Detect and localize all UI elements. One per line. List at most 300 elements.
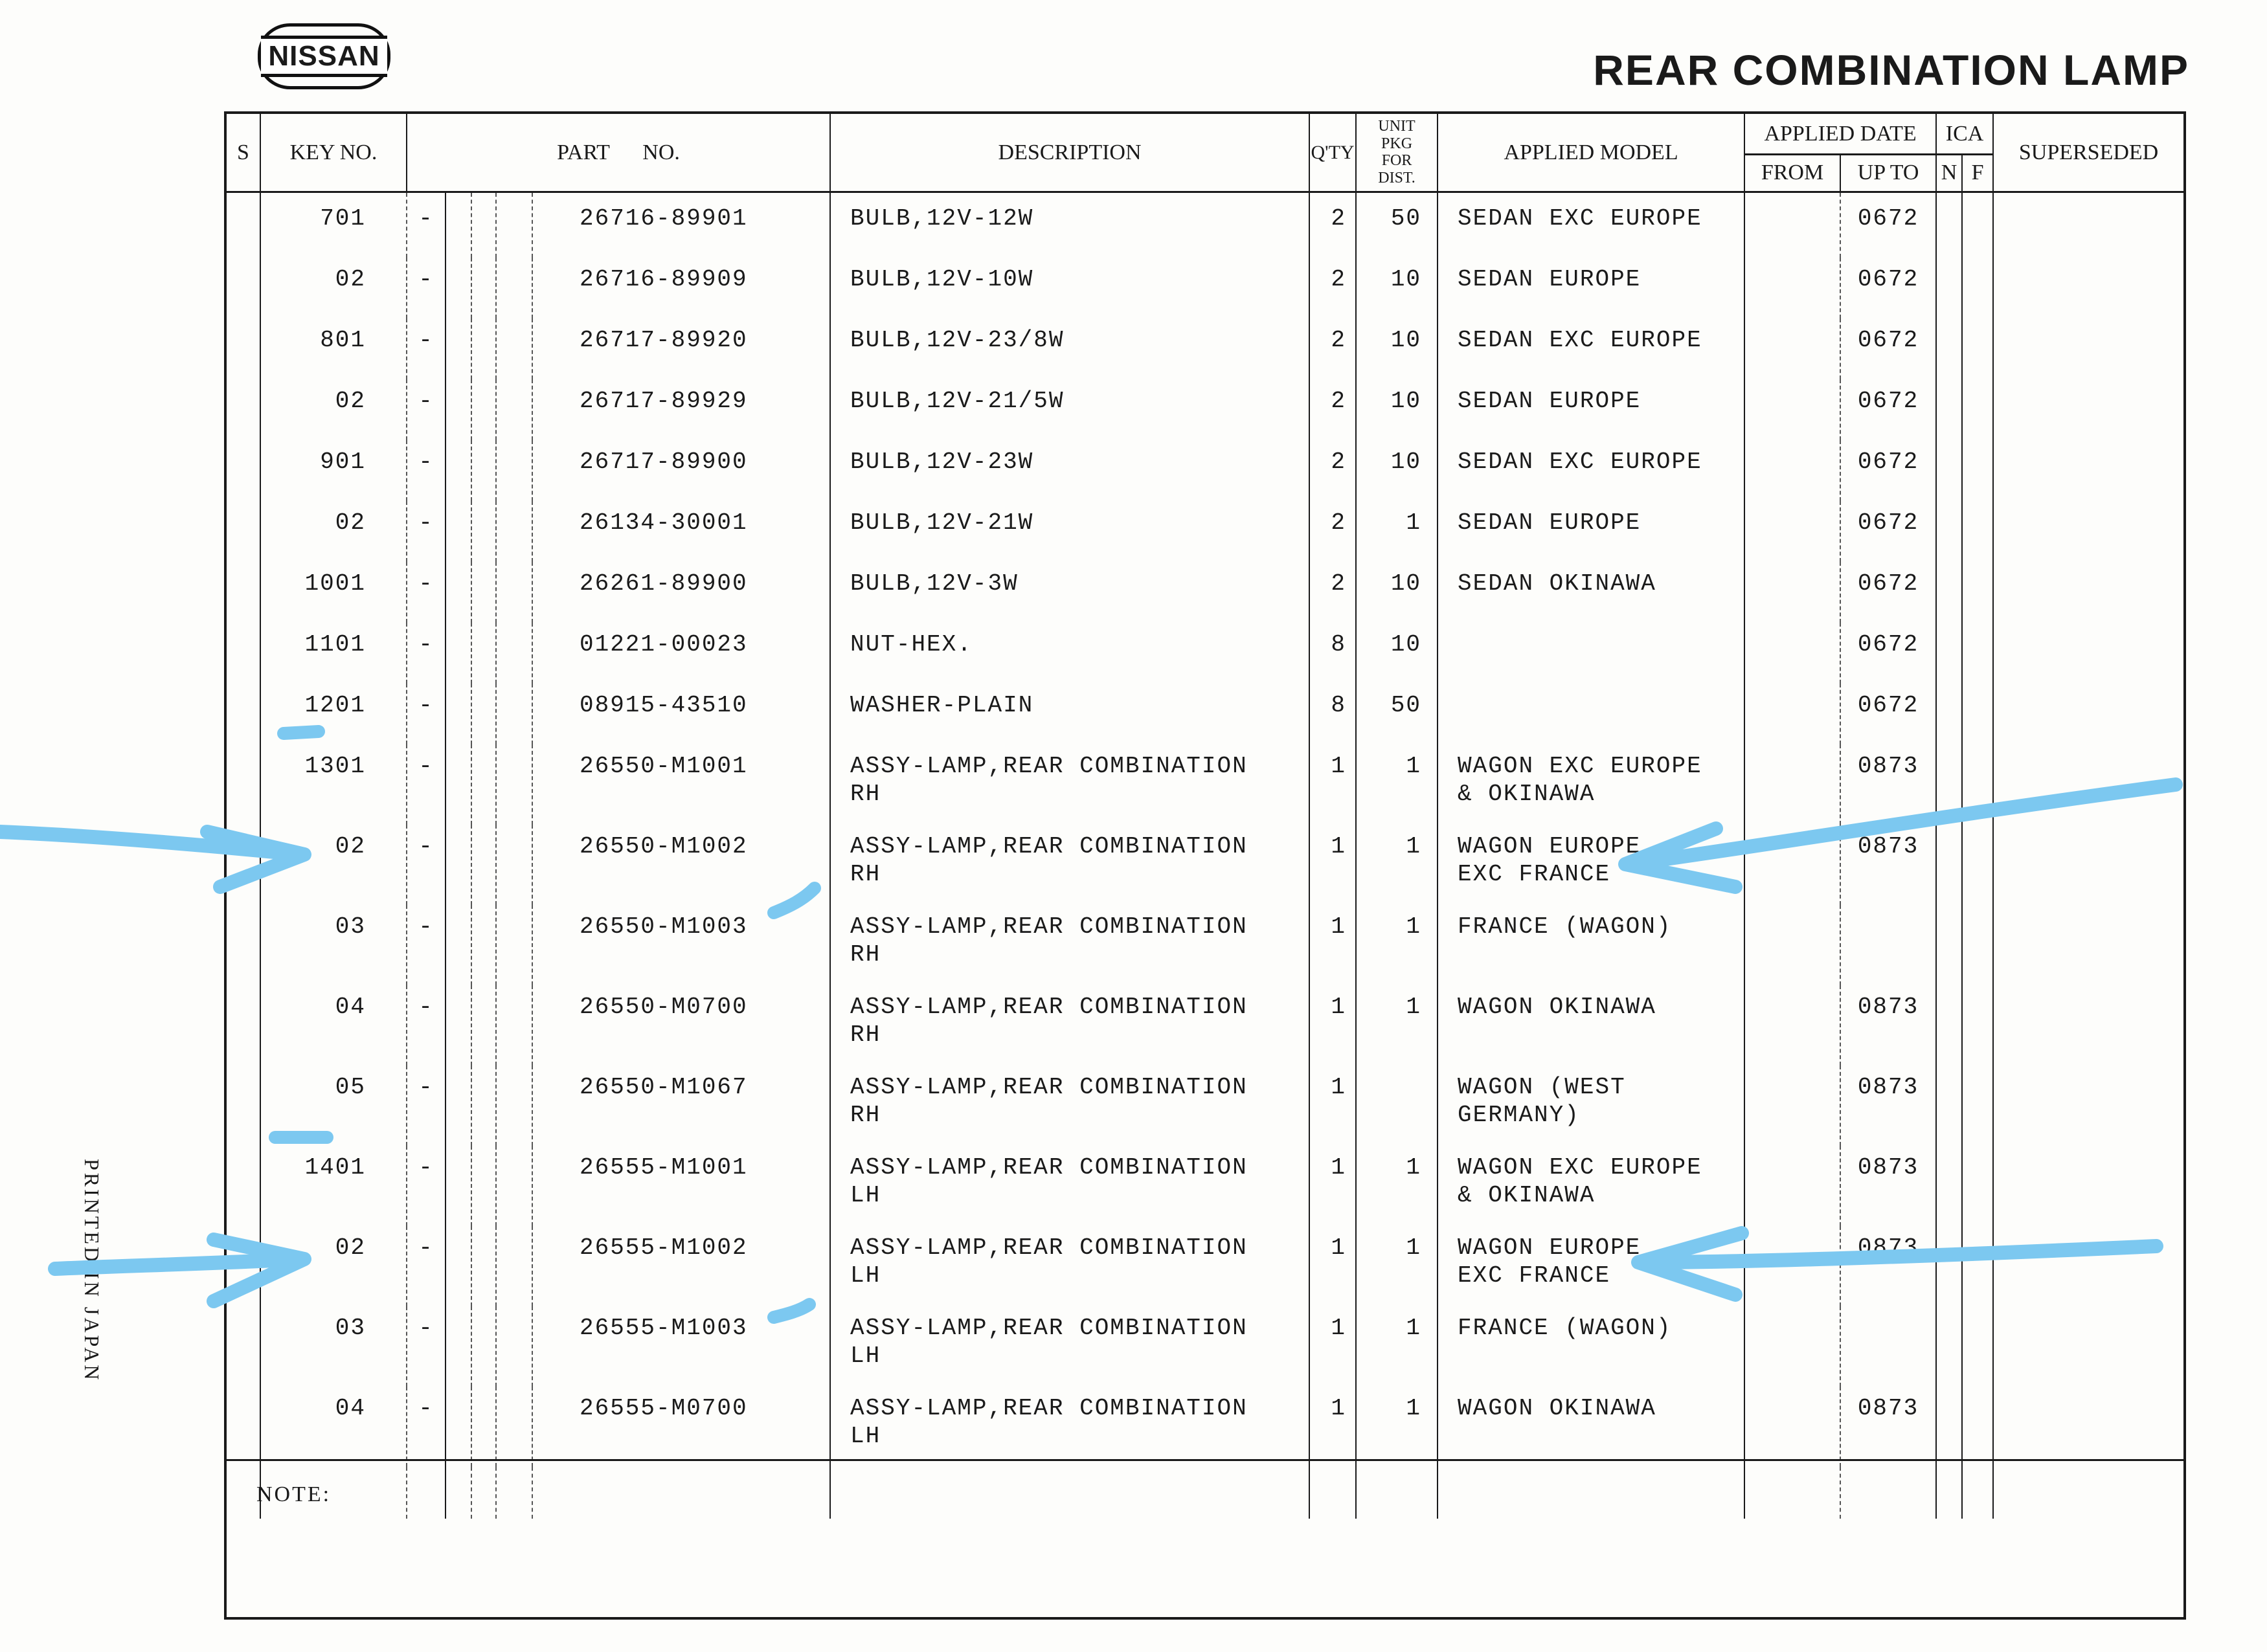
level-col-3 [496, 1306, 532, 1387]
key-no-text: 1201 [304, 691, 366, 719]
date-up-to-blank [1840, 1467, 1936, 1519]
indent-mark [407, 825, 446, 905]
level-col-1 [446, 562, 471, 623]
qty-text: 1 [1331, 993, 1347, 1020]
date-up-to-text: 0873 [1857, 993, 1919, 1020]
qty-blank [1309, 1467, 1356, 1519]
ica-n [1936, 192, 1962, 258]
description [830, 985, 1309, 1066]
ica-n [1936, 1226, 1962, 1306]
unit-pkg [1356, 318, 1438, 379]
indent-mark [407, 501, 446, 562]
ica-n [1936, 1306, 1962, 1387]
date-up-to [1840, 985, 1936, 1066]
table-row [227, 562, 2183, 623]
description [830, 501, 1309, 562]
applied-model-text: WAGON OKINAWA [1458, 993, 1656, 1020]
applied-model [1438, 985, 1744, 1066]
part-no-text: 26555-M1003 [580, 1314, 748, 1341]
ica-f [1962, 501, 1993, 562]
level-col-3 [496, 623, 532, 684]
applied-model-text: WAGON EUROPE [1458, 832, 1641, 860]
indent-mark-text: - [418, 1154, 434, 1181]
indent-mark-text: - [418, 509, 434, 536]
level-col-3 [496, 1387, 532, 1467]
key-no-text: 801 [320, 326, 366, 353]
date-up-to [1840, 318, 1936, 379]
description-text-line2: LH [850, 1181, 881, 1209]
ica-f [1962, 379, 1993, 440]
unit-pkg [1356, 1146, 1438, 1226]
description [830, 318, 1309, 379]
part-no [532, 825, 830, 905]
table-row [227, 985, 2183, 1066]
s-cell [227, 318, 260, 379]
date-up-to [1840, 1226, 1936, 1306]
col-ica: ICA [1936, 114, 1993, 154]
table-row [227, 623, 2183, 684]
level-col-1 [446, 1146, 471, 1226]
date-up-to-text: 0672 [1857, 691, 1919, 719]
table-row [227, 1306, 2183, 1387]
description-text: ASSY-LAMP,REAR COMBINATION [850, 1394, 1248, 1422]
indent-mark [407, 744, 446, 825]
key-no [260, 258, 407, 318]
description-text: ASSY-LAMP,REAR COMBINATION [850, 993, 1248, 1020]
date-from [1744, 684, 1840, 744]
col-applied-date: APPLIED DATE [1744, 114, 1936, 154]
ica-n [1936, 1387, 1962, 1467]
level-col-2 [471, 501, 496, 562]
col-s: S [227, 114, 260, 192]
date-up-to-text: 0672 [1857, 631, 1919, 658]
key-no [260, 905, 407, 985]
key-no [260, 562, 407, 623]
ica-n [1936, 258, 1962, 318]
description-text: ASSY-LAMP,REAR COMBINATION [850, 1073, 1248, 1100]
indent-mark-text: - [418, 1234, 434, 1261]
qty [1309, 440, 1356, 501]
ica-f [1962, 1226, 1993, 1306]
date-up-to [1840, 684, 1936, 744]
date-up-to-text: 0873 [1857, 1154, 1919, 1181]
applied-model [1438, 825, 1744, 905]
unit-pkg [1356, 684, 1438, 744]
table-row [227, 744, 2183, 825]
description-text-line2: RH [850, 941, 881, 968]
table-row [227, 684, 2183, 744]
level-col-3 [496, 985, 532, 1066]
ica-f [1962, 318, 1993, 379]
key-no-text: 02 [335, 509, 366, 536]
part-no [532, 1146, 830, 1226]
date-from [1744, 1387, 1840, 1467]
part-no [532, 501, 830, 562]
description-text-line2: LH [850, 1422, 881, 1449]
applied-model-text: SEDAN EUROPE [1458, 387, 1641, 414]
key-no-text: 02 [335, 387, 366, 414]
applied-model [1438, 379, 1744, 440]
unit-pkg-text: 1 [1406, 1154, 1422, 1181]
date-up-to-text: 0672 [1857, 205, 1919, 232]
qty-text: 8 [1331, 691, 1347, 719]
description [830, 684, 1309, 744]
applied-model-text: SEDAN EXC EUROPE [1458, 448, 1702, 475]
description-text-line2: LH [850, 1262, 881, 1289]
indent-mark-text: - [418, 1073, 434, 1100]
description [830, 744, 1309, 825]
applied-model-text: SEDAN EXC EUROPE [1458, 205, 1702, 232]
description-text: BULB,12V-10W [850, 265, 1034, 293]
s-cell [227, 825, 260, 905]
col-description: DESCRIPTION [830, 114, 1309, 192]
level-col-1 [446, 825, 471, 905]
key-no-text: 03 [335, 913, 366, 940]
applied-model-text-line2: & OKINAWA [1458, 780, 1596, 807]
table-row [227, 1387, 2183, 1467]
date-up-to [1840, 623, 1936, 684]
s-cell [227, 1387, 260, 1467]
ica-n [1936, 318, 1962, 379]
qty [1309, 1306, 1356, 1387]
indent-mark [407, 379, 446, 440]
date-from [1744, 192, 1840, 258]
description-text-line2: RH [850, 860, 881, 887]
unit-pkg-text: 1 [1406, 752, 1422, 779]
description-blank [830, 1467, 1309, 1519]
col-up-to: UP TO [1840, 154, 1936, 192]
ica-n [1936, 440, 1962, 501]
description [830, 1387, 1309, 1467]
ica-n [1936, 562, 1962, 623]
key-no-text: 04 [335, 1394, 366, 1422]
level-col-3 [496, 825, 532, 905]
col-part-no: PART NO. [407, 114, 830, 192]
unit-pkg-text: 10 [1390, 265, 1422, 293]
date-up-to [1840, 379, 1936, 440]
description-text-line2: RH [850, 780, 881, 807]
part-no-text: 26555-M1002 [580, 1234, 748, 1261]
s-cell [227, 684, 260, 744]
key-no-text: 1401 [304, 1154, 366, 1181]
applied-model-text: SEDAN EUROPE [1458, 509, 1641, 536]
nissan-logo [258, 23, 390, 89]
qty [1309, 379, 1356, 440]
col-f: F [1962, 154, 1993, 192]
unit-pkg-text: 1 [1406, 913, 1422, 940]
table-row [227, 379, 2183, 440]
unit-pkg [1356, 379, 1438, 440]
applied-model [1438, 1146, 1744, 1226]
level-col-3 [496, 192, 532, 258]
unit-pkg-blank [1356, 1467, 1438, 1519]
date-up-to-text: 0672 [1857, 448, 1919, 475]
qty [1309, 1146, 1356, 1226]
description [830, 192, 1309, 258]
indent-mark-text: - [418, 913, 434, 940]
description [830, 379, 1309, 440]
applied-model [1438, 1066, 1744, 1146]
applied-model [1438, 1306, 1744, 1387]
s-cell [227, 192, 260, 258]
level-col-1 [446, 1387, 471, 1467]
part-no-text: 26550-M1002 [580, 832, 748, 860]
applied-model [1438, 501, 1744, 562]
superseded [1993, 744, 2183, 825]
table-row [227, 258, 2183, 318]
date-from [1744, 440, 1840, 501]
date-up-to-text: 0672 [1857, 387, 1919, 414]
date-from [1744, 744, 1840, 825]
note-divider [227, 1459, 2183, 1461]
unit-pkg [1356, 744, 1438, 825]
part-no [532, 318, 830, 379]
key-no-text: 04 [335, 993, 366, 1020]
key-no-text: 02 [335, 1234, 366, 1261]
level-col-3 [496, 501, 532, 562]
ica-f [1962, 1306, 1993, 1387]
part-no [532, 258, 830, 318]
qty [1309, 1226, 1356, 1306]
date-from [1744, 258, 1840, 318]
applied-model [1438, 744, 1744, 825]
part-no [532, 985, 830, 1066]
description-text-line2: RH [850, 1021, 881, 1048]
level-col-2-blank [471, 1467, 496, 1519]
part-no [532, 1387, 830, 1467]
part-no [532, 744, 830, 825]
part-no [532, 1306, 830, 1387]
date-up-to [1840, 1066, 1936, 1146]
unit-pkg [1356, 1226, 1438, 1306]
part-no-text: 26555-M0700 [580, 1394, 748, 1422]
date-up-to-text: 0873 [1857, 752, 1919, 779]
part-no [532, 623, 830, 684]
qty-text: 2 [1331, 326, 1347, 353]
logo-text: NISSAN [261, 36, 387, 77]
date-up-to-text: 0873 [1857, 832, 1919, 860]
key-no-text: 1001 [304, 570, 366, 597]
date-up-to [1840, 1146, 1936, 1226]
applied-model [1438, 905, 1744, 985]
applied-model-text: WAGON EXC EUROPE [1458, 752, 1702, 779]
unit-pkg-text: 50 [1390, 205, 1422, 232]
col-from: FROM [1744, 154, 1840, 192]
table-row [227, 1146, 2183, 1226]
applied-model [1438, 562, 1744, 623]
description-text: BULB,12V-23/8W [850, 326, 1065, 353]
part-no-text: 01221-00023 [580, 631, 748, 658]
part-no [532, 905, 830, 985]
qty [1309, 562, 1356, 623]
col-n: N [1936, 154, 1962, 192]
unit-pkg-text: 10 [1390, 387, 1422, 414]
applied-model [1438, 684, 1744, 744]
unit-pkg-text: 1 [1406, 993, 1422, 1020]
ica-f [1962, 1387, 1993, 1467]
indent-mark-text: - [418, 752, 434, 779]
part-no [532, 562, 830, 623]
ica-f [1962, 1066, 1993, 1146]
note-label: NOTE: [256, 1482, 332, 1506]
level-col-1 [446, 192, 471, 258]
level-col-2 [471, 379, 496, 440]
ica-f [1962, 825, 1993, 905]
s-cell [227, 379, 260, 440]
description [830, 905, 1309, 985]
ica-n [1936, 905, 1962, 985]
part-no [532, 1066, 830, 1146]
indent-mark-blank [407, 1467, 446, 1519]
level-col-3-blank [496, 1467, 532, 1519]
unit-pkg [1356, 905, 1438, 985]
part-no-text: 26550-M1067 [580, 1073, 748, 1100]
applied-model [1438, 1226, 1744, 1306]
level-col-2 [471, 1306, 496, 1387]
unit-pkg [1356, 562, 1438, 623]
part-no-text: 26555-M1001 [580, 1154, 748, 1181]
applied-model-text-line2: EXC FRANCE [1458, 1262, 1611, 1289]
level-col-1-blank [446, 1467, 471, 1519]
level-col-3 [496, 440, 532, 501]
indent-mark [407, 1146, 446, 1226]
date-up-to-text: 0873 [1857, 1394, 1919, 1422]
qty [1309, 985, 1356, 1066]
date-from [1744, 1226, 1840, 1306]
qty [1309, 1066, 1356, 1146]
level-col-3 [496, 744, 532, 825]
s-cell [227, 744, 260, 825]
s-cell [227, 258, 260, 318]
ica-n [1936, 501, 1962, 562]
level-col-3 [496, 1226, 532, 1306]
level-col-1 [446, 623, 471, 684]
key-no [260, 1146, 407, 1226]
s-cell [227, 440, 260, 501]
date-from [1744, 985, 1840, 1066]
qty [1309, 258, 1356, 318]
key-no [260, 825, 407, 905]
description [830, 1226, 1309, 1306]
qty [1309, 825, 1356, 905]
key-no [260, 379, 407, 440]
description-text: ASSY-LAMP,REAR COMBINATION [850, 1314, 1248, 1341]
description-text: BULB,12V-12W [850, 205, 1034, 232]
part-no-text: 26134-30001 [580, 509, 748, 536]
indent-mark-text: - [418, 387, 434, 414]
applied-model [1438, 623, 1744, 684]
ica-n [1936, 379, 1962, 440]
key-no-text: 701 [320, 205, 366, 232]
unit-pkg-text: 1 [1406, 1234, 1422, 1261]
date-up-to-text: 0672 [1857, 326, 1919, 353]
level-col-1 [446, 684, 471, 744]
ica-f [1962, 684, 1993, 744]
unit-pkg [1356, 1066, 1438, 1146]
key-no [260, 744, 407, 825]
superseded [1993, 1387, 2183, 1467]
date-up-to [1840, 501, 1936, 562]
superseded [1993, 623, 2183, 684]
level-col-2 [471, 1387, 496, 1467]
superseded [1993, 825, 2183, 905]
s-cell [227, 501, 260, 562]
key-no [260, 684, 407, 744]
part-no [532, 1226, 830, 1306]
superseded [1993, 318, 2183, 379]
qty-text: 1 [1331, 1073, 1347, 1100]
unit-pkg-text: 1 [1406, 1314, 1422, 1341]
superseded [1993, 1306, 2183, 1387]
superseded [1993, 1066, 2183, 1146]
description-text: BULB,12V-21W [850, 509, 1034, 536]
superseded [1993, 684, 2183, 744]
ica-n [1936, 684, 1962, 744]
date-up-to [1840, 192, 1936, 258]
level-col-2 [471, 1226, 496, 1306]
col-unit-pkg: UNIT PKG FOR DIST. [1356, 114, 1438, 192]
level-col-2 [471, 905, 496, 985]
applied-model [1438, 1387, 1744, 1467]
date-up-to [1840, 258, 1936, 318]
key-no-text: 1301 [304, 752, 366, 779]
ica-f [1962, 562, 1993, 623]
unit-pkg [1356, 985, 1438, 1066]
table-spacer-row [227, 1467, 2183, 1519]
qty-text: 8 [1331, 631, 1347, 658]
description-text-line2: LH [850, 1342, 881, 1369]
ica-f [1962, 985, 1993, 1066]
key-no-text: 03 [335, 1314, 366, 1341]
indent-mark-text: - [418, 1394, 434, 1422]
qty [1309, 744, 1356, 825]
qty-text: 1 [1331, 832, 1347, 860]
qty [1309, 192, 1356, 258]
indent-mark [407, 684, 446, 744]
key-no-text: 02 [335, 265, 366, 293]
part-no [532, 192, 830, 258]
date-from [1744, 1306, 1840, 1387]
description [830, 258, 1309, 318]
qty-text: 1 [1331, 1314, 1347, 1341]
level-col-1 [446, 905, 471, 985]
applied-model-text: WAGON (WEST [1458, 1073, 1626, 1100]
date-from [1744, 318, 1840, 379]
part-no [532, 684, 830, 744]
ica-n [1936, 1146, 1962, 1226]
level-col-2 [471, 1066, 496, 1146]
indent-mark [407, 192, 446, 258]
applied-model-text: WAGON EXC EUROPE [1458, 1154, 1702, 1181]
date-up-to [1840, 1387, 1936, 1467]
key-no-text: 02 [335, 832, 366, 860]
indent-mark [407, 318, 446, 379]
key-no-text: 901 [320, 448, 366, 475]
description-text: ASSY-LAMP,REAR COMBINATION [850, 1154, 1248, 1181]
col-key-no: KEY NO. [260, 114, 407, 192]
applied-model-text: SEDAN OKINAWA [1458, 570, 1656, 597]
table-row [227, 905, 2183, 985]
level-col-3 [496, 258, 532, 318]
level-col-1 [446, 1066, 471, 1146]
ica-f-blank [1962, 1467, 1993, 1519]
date-up-to-text: 0873 [1857, 1234, 1919, 1261]
part-no-text: 26717-89929 [580, 387, 748, 414]
key-no [260, 440, 407, 501]
unit-pkg-text: 10 [1390, 570, 1422, 597]
applied-model-text: SEDAN EXC EUROPE [1458, 326, 1702, 353]
level-col-2 [471, 985, 496, 1066]
